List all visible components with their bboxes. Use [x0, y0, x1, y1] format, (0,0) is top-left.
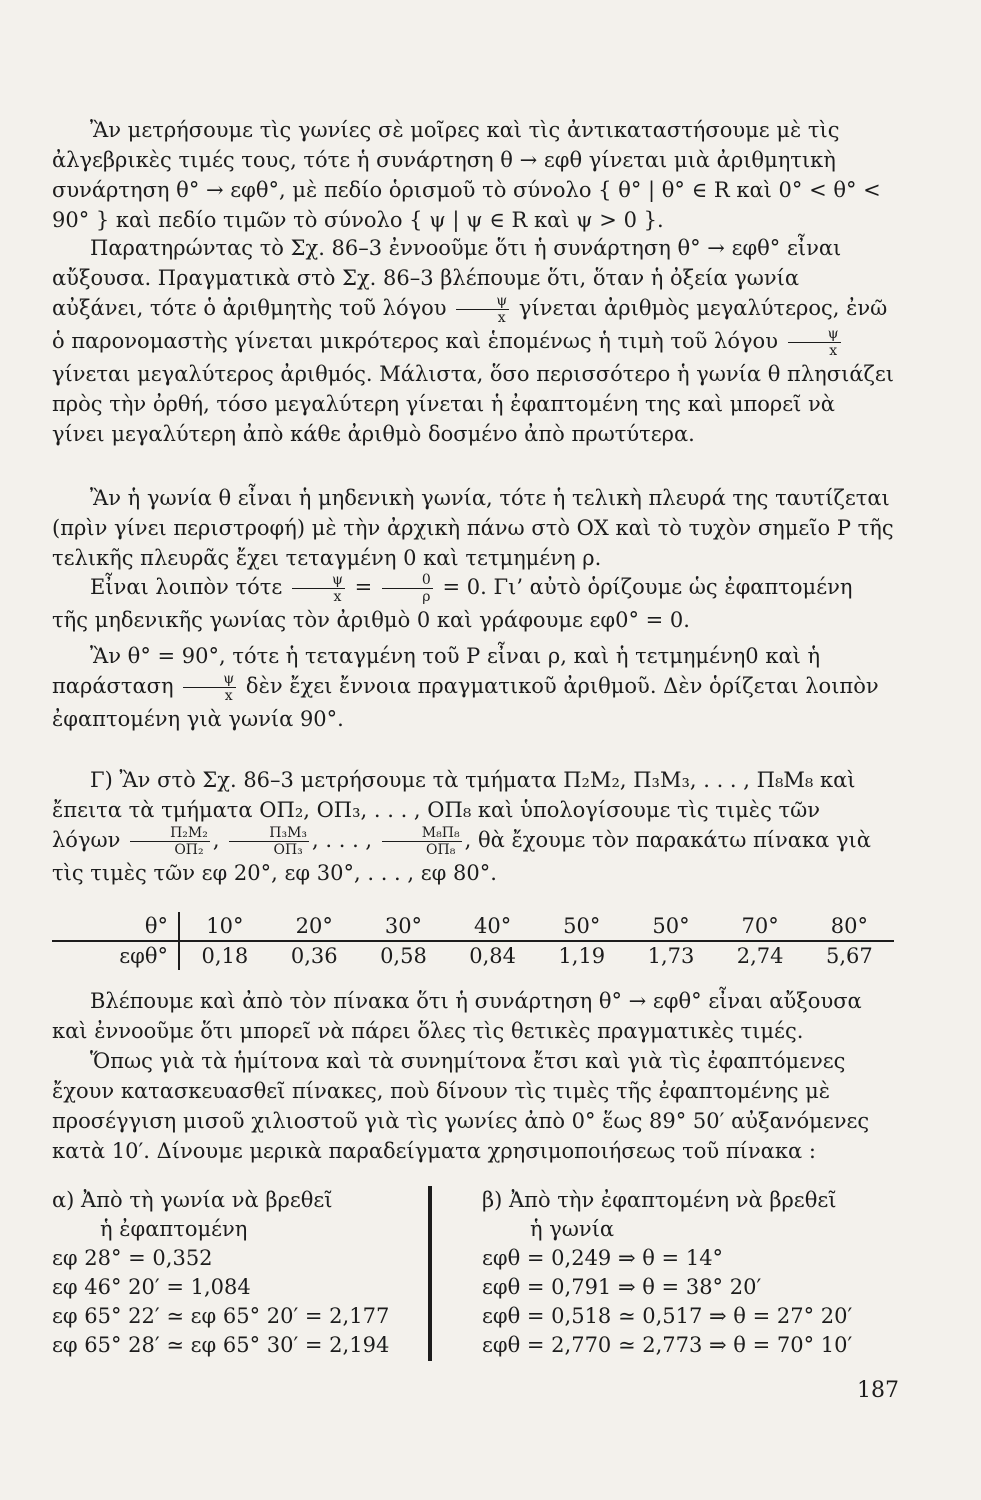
example-a-line: εφ 65° 22′ ≃ εφ 65° 20′ = 2,177	[52, 1304, 390, 1328]
paragraph-5-text: Ἂν θ° = 90°, τότε ἡ τεταγμένη τοῦ Ρ εἶναι ρ, καὶ ἡ τετμημένη0 καὶ ἡ παράσταση	[52, 644, 821, 698]
paragraph-2-text-b: γίνεται ἀριθμὸς μεγαλύτερος, ἐνῶ ὁ παρονομαστὴς γίνεται μικρότερος καὶ ἑπομένως ἡ τιμὴ τοῦ λόγου	[52, 296, 888, 353]
ratio-comma-2: ,	[464, 828, 472, 852]
table-cell: 50°	[626, 912, 715, 941]
example-column-b	[482, 1186, 902, 1360]
paragraph-4-text: Εἶναι λοιπὸν τότε	[90, 575, 283, 599]
example-a-subtitle: ἡ ἐφαπτομένη	[100, 1217, 248, 1241]
paragraph-5-text-b: δὲν ἔχει ἔννοια πραγματικοῦ ἀριθμοῦ. Δὲν ὁρίζεται λοιπὸν ἐφαπτομένη γιὰ γωνία 90°.	[52, 674, 879, 731]
paragraph-8: Ὅπως γιὰ τὰ ἡμίτονα καὶ τὰ συνημίτονα ἔτσι καὶ γιὰ τὶς ἐφαπτόμενες ἔχουν κατασκευασθεῖ πίνακες, ποὺ δίνουν τὶς τιμὲς τῆς ἐφαπτομένης μὲ προσέγγιση μισοῦ χιλιοστοῦ γιὰ τὶς γωνίες ἀπὸ 0° ἕως 89° 50′ αὐξανόμενες κατὰ 10′. Δίνουμε μερικὰ παραδείγματα χρησιμοποιήσεως τοῦ πίνακα :	[52, 1049, 870, 1163]
paragraph-4-text-b: = 0. Γι’ αὐτὸ ὁρίζουμε ὡς ἐφαπτομένη τῆς μηδενικῆς γωνίας τὸν ἀριθμὸ 0 καὶ γράφουμε εφ0° = 0.	[52, 575, 853, 632]
paragraph-2	[52, 233, 894, 449]
tangent-values-table	[52, 912, 894, 970]
example-a-title: α) Ἀπὸ τὴ γωνία νὰ βρεθεῖ	[52, 1188, 333, 1212]
example-column-a	[52, 1186, 422, 1360]
table-cell: 50°	[537, 912, 626, 941]
paragraph-7: Βλέπουμε καὶ ἀπὸ τὸν πίνακα ὅτι ἡ συνάρτηση θ° → εφθ° εἶναι αὔξουσα καὶ ἐννοοῦμε ὅτι μπορεῖ νὰ πάρει ὅλες τὶς θετικὲς πραγματικὲς τιμές.	[52, 989, 862, 1043]
example-b-line: εφθ = 0,249 ⇒ θ = 14°	[482, 1246, 724, 1270]
paragraph-5	[52, 641, 894, 734]
table-cell: 40°	[448, 912, 537, 941]
page-number: 187	[857, 1378, 899, 1403]
column-divider	[428, 1186, 432, 1361]
fraction-zero-over-rho: $\frac{0}{\rho}$	[382, 572, 433, 605]
example-b-line: εφθ = 2,770 ≃ 2,773 ⇒ θ = 70° 10′	[482, 1333, 853, 1357]
paragraph-6-text-b: θὰ ἔχουμε τὸν παρακάτω πίνακα γιὰ τὶς τιμὲς τῶν εφ 20°, εφ 30°, . . . , εφ 80°.	[52, 828, 871, 885]
paragraph-1: Ἂν μετρήσουμε τὶς γωνίες σὲ μοῖρες καὶ τὶς ἀντικαταστήσουμε μὲ τὶς ἀλγεβρικὲς τιμές τους, τότε ἡ συνάρτηση θ → εφθ γίνεται μιὰ ἀριθμητικὴ συνάρτηση θ° → εφθ°, μὲ πεδίο ὁρισμοῦ τὸ σύνολο { θ° | θ° ∈ R καὶ 0° < θ° < 90° } καὶ πεδίο τιμῶν τὸ σύνολο { ψ | ψ ∈ R καὶ ψ > 0 }.	[52, 118, 881, 232]
example-a-line: εφ 65° 28′ ≃ εφ 65° 30′ = 2,194	[52, 1333, 390, 1357]
table-cell: 80°	[805, 912, 894, 941]
fraction-psi-over-x: $\frac{\psi}{x}$	[456, 293, 509, 326]
table-cell: 0,36	[290, 944, 338, 968]
ratio-comma: ,	[212, 828, 220, 852]
table-cell: 0,84	[469, 944, 516, 968]
table-row-tangents	[52, 941, 894, 970]
fraction-ratio-3: $\frac{\text{Π₃Μ₃}}{\text{ΟΠ₃}}$	[229, 825, 309, 858]
paragraph-2-text-c: γίνεται μεγαλύτερος ἀριθμός. Μάλιστα, ὅσο περισσότερο ἡ γωνία θ πλησιάζει πρὸς τὴν ὀρθή, τόσο μεγαλύτερη γίνεται ἡ ἐφαπτομένη της καὶ μπορεῖ νὰ γίνει μεγαλύτερη ἀπὸ κάθε ἀριθμὸ δοσμένο ἀπὸ πρωτύτερα.	[52, 362, 894, 446]
fraction-psi-over-x-3: $\frac{\psi}{x}$	[292, 572, 345, 605]
ratio-ellipsis: , . . . ,	[312, 828, 373, 852]
table-cell: 0,18	[201, 944, 249, 968]
paragraph-4	[52, 572, 894, 635]
example-b-subtitle: ἡ γωνία	[530, 1217, 615, 1241]
table-cell: 30°	[359, 912, 448, 941]
table-row-angles	[52, 912, 894, 941]
fraction-psi-over-x-2: $\frac{\psi}{x}$	[788, 326, 841, 359]
example-b-line: εφθ = 0,791 ⇒ θ = 38° 20′	[482, 1275, 762, 1299]
table-cell: 0,58	[380, 944, 427, 968]
example-a-line: εφ 46° 20′ = 1,084	[52, 1275, 251, 1299]
table-label-tan: εφθ°	[52, 941, 179, 970]
fraction-ratio-2: $\frac{\text{Π₂Μ₂}}{\text{ΟΠ₂}}$	[130, 825, 210, 858]
fraction-psi-over-x-4: $\frac{\psi}{x}$	[183, 671, 236, 704]
fraction-ratio-8: $\frac{\text{Μ₈Π₈}}{\text{ΟΠ₈}}$	[382, 825, 462, 858]
paragraph-3: Ἂν ἡ γωνία θ εἶναι ἡ μηδενικὴ γωνία, τότε ἡ τελικὴ πλευρά της ταυτίζεται (πρὶν γίνει περιστροφή) μὲ τὴν ἀρχικὴ πάνω στὸ ΟΧ καὶ τὸ τυχὸν σημεῖο Ρ τῆς τελικῆς πλευρᾶς ἔχει τεταγμένη 0 καὶ τετμημένη ρ.	[52, 486, 894, 570]
table-cell: 2,74	[736, 944, 784, 968]
paragraph-6-text: Γ) Ἂν στὸ Σχ. 86–3 μετρήσουμε τὰ τμήματα Π₂Μ₂, Π₃Μ₃, . . . , Π₈Μ₈ καὶ ἔπειτα τὰ τμήματα ΟΠ₂, ΟΠ₃, . . . , ΟΠ₈ καὶ ὑπολογίσουμε τὶς τιμὲς τῶν λόγων	[52, 768, 856, 852]
example-a-line: εφ 28° = 0,352	[52, 1246, 213, 1270]
equals-sign: =	[354, 575, 373, 599]
table-cell: 10°	[179, 912, 270, 941]
table-cell: 1,73	[647, 944, 695, 968]
table-cell: 5,67	[825, 944, 873, 968]
table-cell: 1,19	[558, 944, 606, 968]
paragraph-2-text: Παρατηρώντας τὸ Σχ. 86–3 ἐννοοῦμε ὅτι ἡ συνάρτηση θ° → εφθ° εἶναι αὔξουσα. Πραγματικὰ στὸ Σχ. 86–3 βλέπουμε ὅτι, ὅταν ἡ ὀξεία γωνία αὐξάνει, τότε ὁ ἀριθμητὴς τοῦ λόγου	[52, 236, 842, 320]
table-cell: 20°	[270, 912, 359, 941]
example-b-title: β) Ἀπὸ τὴν ἐφαπτομένη νὰ βρεθεῖ	[482, 1188, 837, 1212]
paragraph-6	[52, 765, 894, 888]
table-label-theta: θ°	[52, 912, 179, 941]
example-b-line: εφθ = 0,518 ≃ 0,517 ⇒ θ = 27° 20′	[482, 1304, 853, 1328]
table-cell: 70°	[716, 912, 805, 941]
